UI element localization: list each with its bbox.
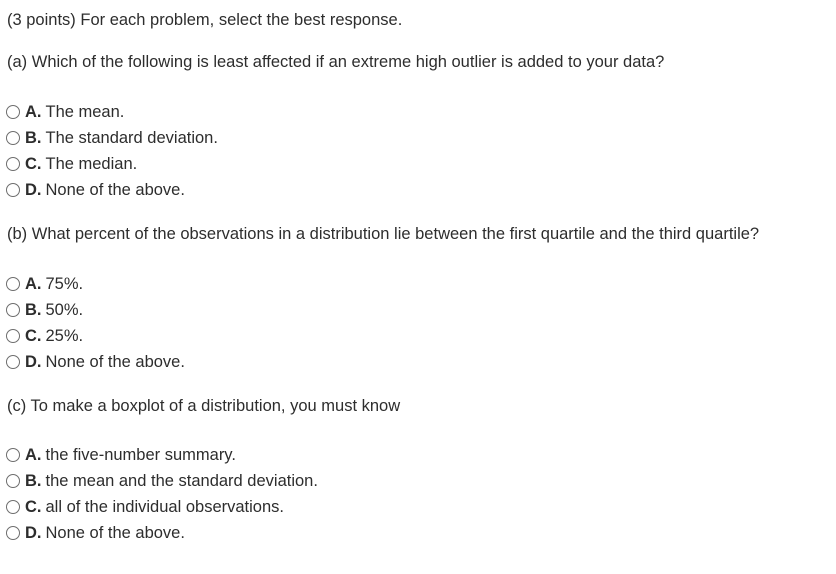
radio-button[interactable] [6, 183, 20, 197]
radio-button[interactable] [6, 157, 20, 171]
radio-button[interactable] [6, 500, 20, 514]
option-letter: B. [25, 471, 42, 490]
question-b-option-a[interactable] [6, 273, 83, 295]
option-text: 25%. [45, 326, 84, 345]
question-a-option-d[interactable] [6, 179, 185, 201]
option-text: The standard deviation. [45, 128, 218, 147]
question-b-prompt: (b) What percent of the observations in a distribution lie between the first quartile and the third quartile? [7, 225, 760, 243]
question-a-option-c[interactable] [6, 153, 137, 175]
question-a-option-b[interactable] [6, 127, 218, 149]
radio-button[interactable] [6, 105, 20, 119]
question-b-option-b[interactable] [6, 299, 83, 321]
option-letter: B. [25, 128, 42, 147]
radio-button[interactable] [6, 131, 20, 145]
option-letter: A. [25, 274, 42, 293]
option-text: the five-number summary. [45, 445, 236, 464]
option-text: None of the above. [45, 180, 185, 199]
question-c-option-a[interactable] [6, 444, 236, 466]
intro-text: (3 points) For each problem, select the best response. [7, 11, 403, 29]
option-text: the mean and the standard deviation. [45, 471, 318, 490]
question-c-prompt: (c) To make a boxplot of a distribution, you must know [7, 397, 401, 415]
question-a-option-a[interactable] [6, 101, 124, 123]
question-c-option-b[interactable] [6, 470, 318, 492]
option-text: 50%. [45, 300, 84, 319]
option-letter: A. [25, 445, 42, 464]
question-a-prompt: (a) Which of the following is least affected if an extreme high outlier is added to your data? [7, 53, 665, 71]
option-letter: B. [25, 300, 42, 319]
option-letter: D. [25, 180, 42, 199]
option-text: The median. [45, 154, 138, 173]
radio-button[interactable] [6, 303, 20, 317]
option-text: all of the individual observations. [45, 497, 284, 516]
question-c-option-d[interactable] [6, 522, 185, 544]
option-text: The mean. [45, 102, 125, 121]
option-letter: D. [25, 352, 42, 371]
option-letter: C. [25, 497, 42, 516]
question-b-option-c[interactable] [6, 325, 83, 347]
option-text: None of the above. [45, 352, 185, 371]
question-b-option-d[interactable] [6, 351, 185, 373]
option-letter: C. [25, 154, 42, 173]
radio-button[interactable] [6, 277, 20, 291]
question-c-option-c[interactable] [6, 496, 284, 518]
option-text: None of the above. [45, 523, 185, 542]
radio-button[interactable] [6, 474, 20, 488]
option-letter: C. [25, 326, 42, 345]
radio-button[interactable] [6, 329, 20, 343]
option-letter: A. [25, 102, 42, 121]
radio-button[interactable] [6, 448, 20, 462]
radio-button[interactable] [6, 526, 20, 540]
radio-button[interactable] [6, 355, 20, 369]
option-letter: D. [25, 523, 42, 542]
option-text: 75%. [45, 274, 84, 293]
